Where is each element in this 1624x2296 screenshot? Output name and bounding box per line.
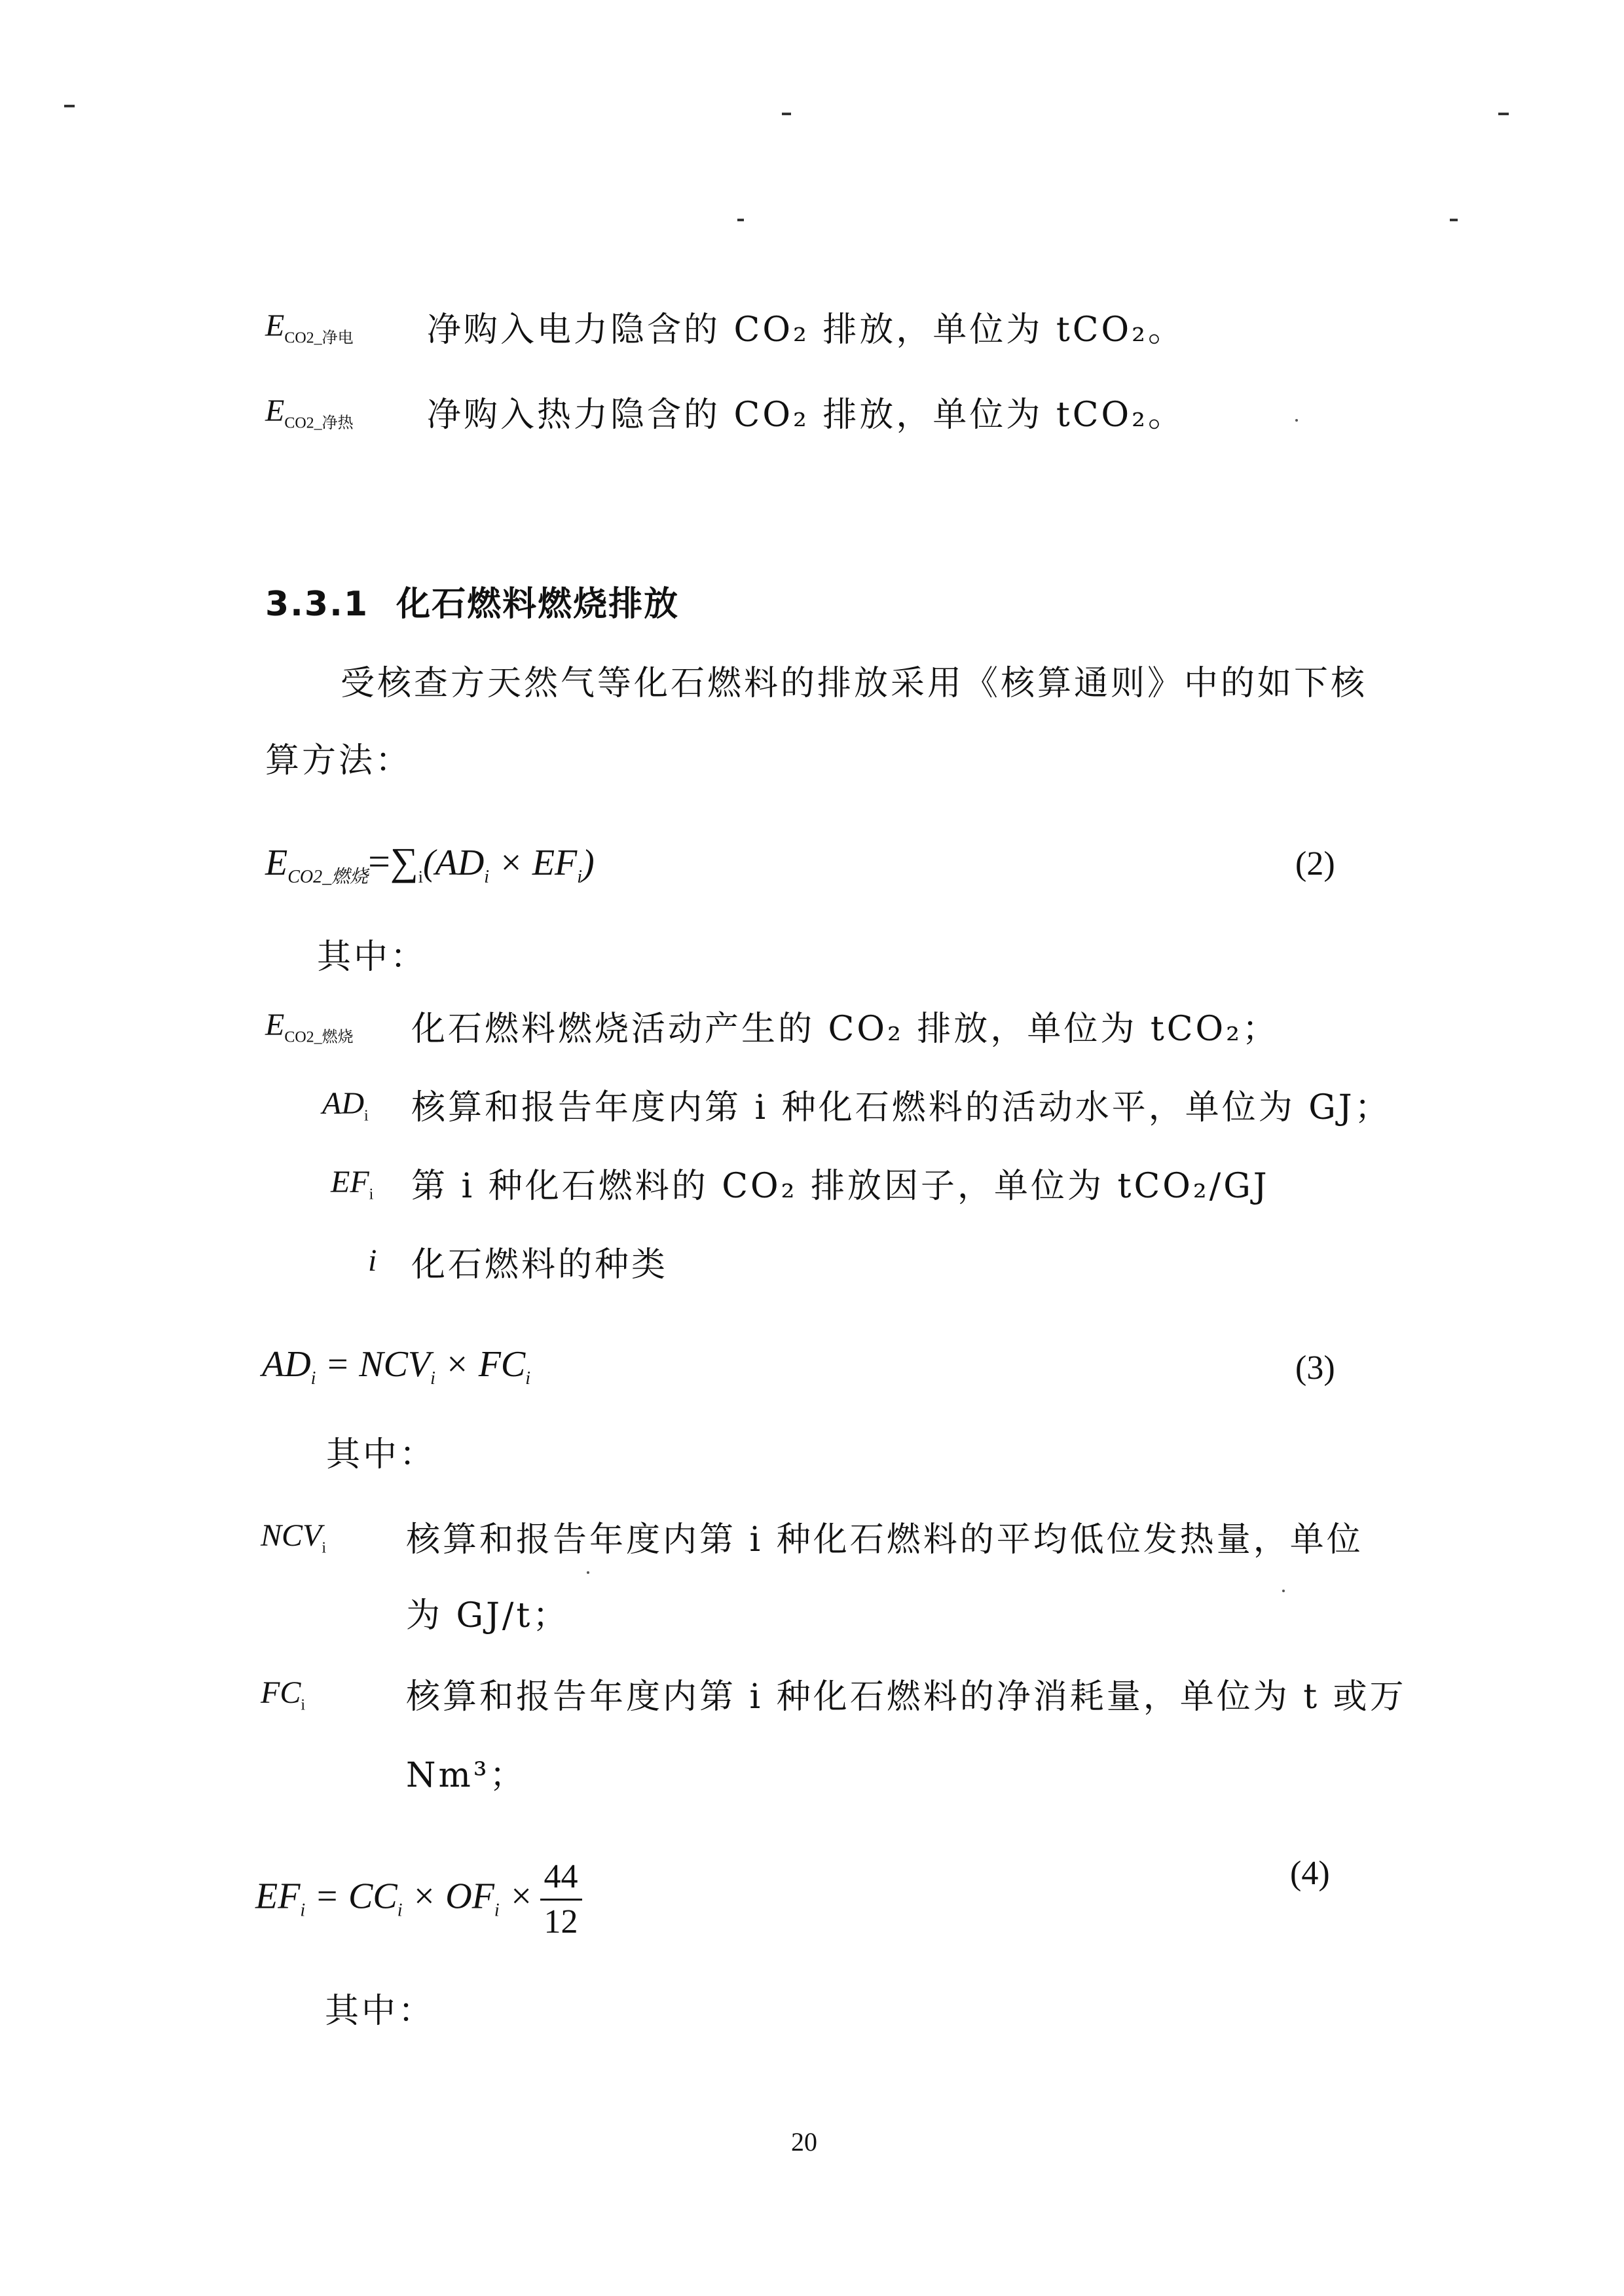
scan-dot (1282, 1590, 1285, 1592)
where-label: 其中： (317, 938, 428, 977)
equation-3: $AD_i = NCV_i \times FC_i$ (262, 1344, 531, 1389)
scan-mark (737, 219, 744, 221)
definition-row (331, 1164, 373, 1204)
definition-text: 为 GJ/t； (406, 1596, 570, 1635)
section-number: 3.3.1 (265, 585, 369, 624)
definition-symbol: $AD_i$ (322, 1086, 369, 1125)
definition-text: 核算和报告年度内第 i 种化石燃料的平均低位发热量，单位 (406, 1520, 1363, 1559)
definition-text: 净购入电力隐含的 CO₂ 排放，单位为 tCO₂。 (427, 310, 1185, 350)
definition-symbol: $NCV_i$ (261, 1518, 327, 1557)
equation-4-number: (4) (1290, 1855, 1330, 1892)
definition-symbol: $E_{CO2\_净电}$ (265, 308, 354, 347)
definition-symbol: $E_{CO2\_净热}$ (265, 393, 354, 432)
where-label: 其中： (325, 1992, 435, 2031)
definition-symbol: $E_{CO2\_燃烧}$ (265, 1008, 354, 1046)
intro-line: 受核查方天然气等化石燃料的排放采用《核算通则》中的如下核 (341, 664, 1368, 703)
scan-dot (1295, 419, 1298, 422)
definition-symbol: $FC_i$ (261, 1675, 306, 1714)
definition-text: 核算和报告年度内第 i 种化石燃料的活动水平，单位为 GJ； (411, 1088, 1392, 1127)
definition-text: 化石燃料的种类 (411, 1245, 669, 1285)
page-number: 20 (791, 2127, 817, 2157)
section-heading (265, 576, 679, 625)
definition-text: 净购入热力隐含的 CO₂ 排放，单位为 tCO₂。 (427, 395, 1185, 435)
definition-symbol: $EF_i$ (331, 1165, 374, 1203)
scan-mark (1450, 219, 1458, 221)
equation-2: $E_{CO2\_燃烧}=\sum_i(AD_i \times EF_i)$ (265, 840, 595, 888)
definition-text: 核算和报告年度内第 i 种化石燃料的净消耗量，单位为 t 或万 (406, 1677, 1407, 1717)
definition-row (261, 1675, 305, 1715)
scan-mark (1498, 113, 1509, 115)
fraction: $\frac{44}{12}$ (540, 1858, 582, 1941)
definition-row (265, 308, 354, 348)
definition-row (265, 393, 354, 433)
definition-symbol: i (368, 1243, 377, 1278)
scan-mark (782, 113, 791, 115)
scan-mark (64, 105, 75, 107)
section-title: 化石燃料燃烧排放 (396, 585, 680, 624)
definition-text: Nm³； (406, 1756, 526, 1795)
definition-text: 第 i 种化石燃料的 CO₂ 排放因子，单位为 tCO₂/GJ (411, 1167, 1270, 1206)
intro-line: 算方法： (265, 741, 413, 780)
scan-dot (587, 1571, 589, 1574)
where-label: 其中： (326, 1435, 437, 1474)
equation-4: $EF_i = CC_i \times OF_i$ × $\frac{44}{12}$ (255, 1858, 582, 1941)
equation-2-number: (2) (1295, 845, 1335, 883)
definition-row (265, 1007, 354, 1047)
definition-row (368, 1243, 377, 1279)
definition-row (322, 1085, 369, 1125)
definition-text: 化石燃料燃烧活动产生的 CO₂ 排放，单位为 tCO₂； (411, 1010, 1280, 1049)
equation-3-number: (3) (1295, 1349, 1335, 1387)
definition-row (261, 1518, 326, 1558)
